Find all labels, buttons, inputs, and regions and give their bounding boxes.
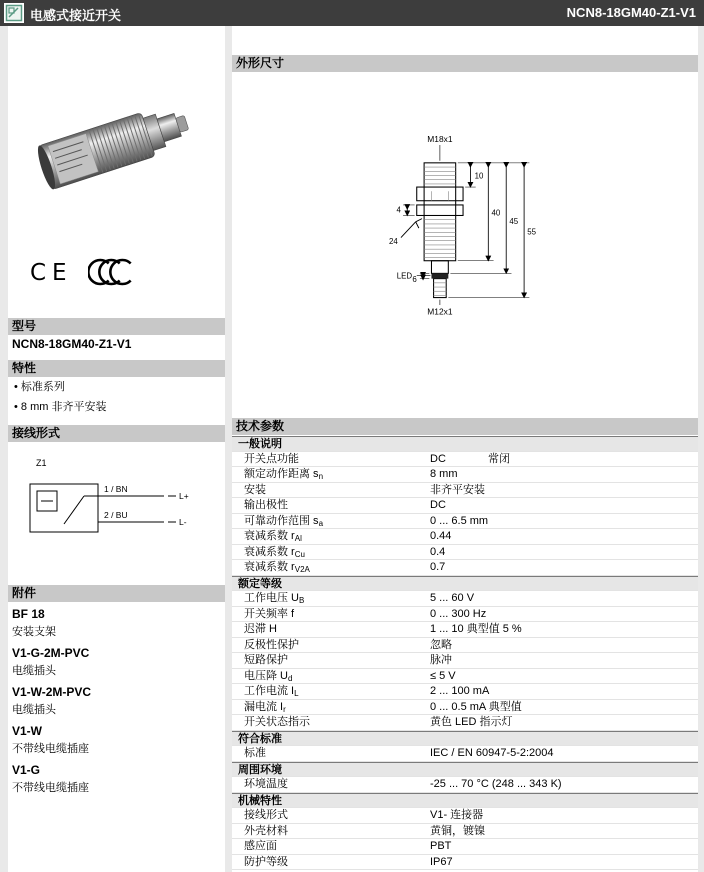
row-label-subscript: B xyxy=(299,596,305,605)
row-label: 反极性保护 xyxy=(244,638,299,651)
row-value: 2 ... 100 mA xyxy=(430,685,490,697)
row-value: 忽略 xyxy=(430,638,452,651)
dim-m18-label: M18x1 xyxy=(427,133,453,144)
accessory-desc: 电缆插头 xyxy=(12,665,56,677)
row-label: 外壳材料 xyxy=(244,824,288,837)
table-row xyxy=(232,808,698,824)
feature-item: • 8 mm 非齐平安装 xyxy=(14,398,106,414)
table-row xyxy=(232,669,698,685)
row-label: 周围环境 xyxy=(238,763,282,776)
accessory-name: BF 18 xyxy=(12,607,45,621)
section-header-tech: 技术参数 xyxy=(232,418,698,435)
row-label-subscript: Al xyxy=(294,534,302,543)
row-value: 0.4 xyxy=(430,545,446,558)
dim-24: 24 xyxy=(389,236,398,246)
row-label-subscript: L xyxy=(294,689,299,698)
row-value: DC xyxy=(430,499,446,511)
model-number-header: NCN8-18GM40-Z1-V1 xyxy=(566,5,696,20)
row-label: 环境温度 xyxy=(244,778,288,790)
sensor-symbol-icon xyxy=(4,3,24,23)
row-label-subscript: a xyxy=(318,518,324,528)
row-label-subscript: Cu xyxy=(294,549,305,559)
table-row xyxy=(232,715,698,731)
row-label: 防护等级 xyxy=(244,855,288,868)
row-value: 0 ... 0.5 mA 典型值 xyxy=(430,700,522,713)
row-label: 短路保护 xyxy=(244,654,288,666)
row-label: 迟滞 H xyxy=(244,623,277,635)
wire2-label: 2 / BU xyxy=(104,510,128,520)
row-value: 1 ... 10 典型值 5 % xyxy=(430,623,522,635)
feature-item: • 标准系列 xyxy=(14,378,106,394)
wrench-icon xyxy=(401,219,422,238)
row-value: IEC / EN 60947-5-2:2004 xyxy=(430,747,554,759)
row-value: ≤ 5 V xyxy=(430,669,456,682)
row-label: 可靠动作范围 $s_a$ xyxy=(244,514,324,528)
wiring-tag: Z1 xyxy=(36,458,47,468)
row-value: 8 mm xyxy=(430,468,458,480)
row-value: 0 ... 6.5 mm xyxy=(430,514,489,527)
row-label: 一般说明 xyxy=(238,438,282,450)
table-section-row xyxy=(232,576,698,592)
row-value: 黄色 LED 指示灯 xyxy=(430,716,513,728)
table-row xyxy=(232,777,698,793)
accessory-name: V1-W-2M-PVC xyxy=(12,685,92,699)
table-row xyxy=(232,498,698,514)
row-label: 输出极性 xyxy=(244,499,288,511)
wiring-diagram xyxy=(16,446,211,564)
accessory-name: V1-G-2M-PVC xyxy=(12,646,90,660)
wire2-terminal: L- xyxy=(179,517,187,527)
row-label: 接线形式 xyxy=(244,809,288,821)
table-row xyxy=(232,638,698,654)
table-row xyxy=(232,855,698,871)
row-label: 开关点功能 xyxy=(244,452,299,465)
row-value: -25 ... 70 °C (248 ... 343 K) xyxy=(430,778,562,790)
left-column xyxy=(8,26,225,872)
ce-mark: CE xyxy=(30,260,73,286)
section-header-features: 特性 xyxy=(8,360,225,377)
features-list xyxy=(12,377,106,418)
row-label: 额定等级 xyxy=(238,577,282,590)
tech-table xyxy=(232,436,698,872)
row-value: IP67 xyxy=(430,855,453,868)
table-row xyxy=(232,560,698,576)
table-section-row xyxy=(232,793,698,809)
dimension-drawing xyxy=(382,130,582,322)
row-label: 衰减系数 $r_{Al}$ xyxy=(244,530,302,543)
table-section-row xyxy=(232,731,698,747)
dim-4: 4 xyxy=(396,205,401,215)
right-column xyxy=(232,26,698,872)
row-label: 衰减系数 $r_{V2A}$ xyxy=(244,561,310,574)
page-title: 电感式接近开关 xyxy=(30,8,122,23)
row-label: 机械特性 xyxy=(238,794,282,807)
accessory-name: V1-G xyxy=(12,763,41,777)
product-photo xyxy=(23,54,208,229)
table-row xyxy=(232,700,698,716)
table-row xyxy=(232,514,698,530)
table-row xyxy=(232,545,698,561)
wire1-terminal: L+ xyxy=(179,491,189,501)
table-row xyxy=(232,607,698,623)
table-row xyxy=(232,684,698,700)
table-section-row xyxy=(232,762,698,778)
table-row xyxy=(232,746,698,762)
header-bar xyxy=(0,0,704,26)
row-label: 额定动作距离 $s_n$ xyxy=(244,468,324,481)
table-row xyxy=(232,529,698,545)
table-row xyxy=(232,839,698,855)
table-row xyxy=(232,452,698,468)
section-header-model: 型号 xyxy=(8,318,225,335)
row-label: 安装 xyxy=(244,483,266,496)
dim-45: 45 xyxy=(509,216,519,226)
row-label: 漏电流 $I_r$ xyxy=(244,700,286,714)
row-label: 符合标准 xyxy=(238,732,282,745)
row-label-subscript: r xyxy=(283,704,286,714)
row-label-subscript: V2A xyxy=(294,565,310,574)
led-band xyxy=(431,273,448,278)
row-value: 黄铜，镀镍 xyxy=(430,824,485,837)
accessory-desc: 电缆插头 xyxy=(12,704,56,716)
table-row xyxy=(232,483,698,499)
row-label-subscript: d xyxy=(288,673,293,683)
section-header-accessories: 附件 xyxy=(8,585,225,602)
dim-10: 10 xyxy=(474,171,484,181)
dim-55: 55 xyxy=(527,227,537,237)
accessory-desc: 不带线电缆插座 xyxy=(12,782,89,794)
row-value: 脉冲 xyxy=(430,654,452,666)
row-value: DC 常闭 xyxy=(430,452,510,465)
row-value: 0.44 xyxy=(430,530,452,542)
row-label: 开关状态指示 xyxy=(244,716,310,728)
dim-led-label: LED xyxy=(396,271,413,281)
row-value: 非齐平安装 xyxy=(430,483,485,496)
model-number: NCN8-18GM40-Z1-V1 xyxy=(12,337,132,351)
accessories-list xyxy=(12,600,223,800)
row-value: 0 ... 300 Hz xyxy=(430,607,487,620)
table-section-row xyxy=(232,436,698,452)
row-value: V1- 连接器 xyxy=(430,809,484,821)
row-value: 0.7 xyxy=(430,561,446,573)
table-row xyxy=(232,824,698,840)
product-category-icon xyxy=(4,3,24,23)
row-label-subscript: n xyxy=(318,472,324,481)
row-label: 工作电压 $U_B$ xyxy=(244,592,305,605)
dim-40: 40 xyxy=(491,208,501,218)
row-label: 电压降 $U_d$ xyxy=(244,669,293,683)
row-value: 5 ... 60 V xyxy=(430,592,475,604)
accessory-desc: 不带线电缆插座 xyxy=(12,743,89,755)
row-label: 衰减系数 $r_{Cu}$ xyxy=(244,545,305,559)
row-label: 感应面 xyxy=(244,840,277,852)
table-row xyxy=(232,653,698,669)
table-row xyxy=(232,622,698,638)
table-row xyxy=(232,467,698,483)
row-label: 标准 xyxy=(244,747,266,759)
row-label: 开关频率 f xyxy=(244,607,295,620)
table-row xyxy=(232,591,698,607)
section-header-connection: 接线形式 xyxy=(8,425,225,442)
row-label: 工作电流 $I_L$ xyxy=(244,685,299,698)
accessory-desc: 安装支架 xyxy=(12,626,56,638)
section-header-dimensions: 外形尺寸 xyxy=(232,55,698,72)
ccc-mark xyxy=(88,254,142,290)
accessory-name: V1-W xyxy=(12,724,42,738)
dim-6: 6 xyxy=(412,274,417,284)
dim-m12-label: M12x1 xyxy=(427,306,453,317)
row-value: PBT xyxy=(430,840,452,852)
wire1-label: 1 / BN xyxy=(104,484,128,494)
